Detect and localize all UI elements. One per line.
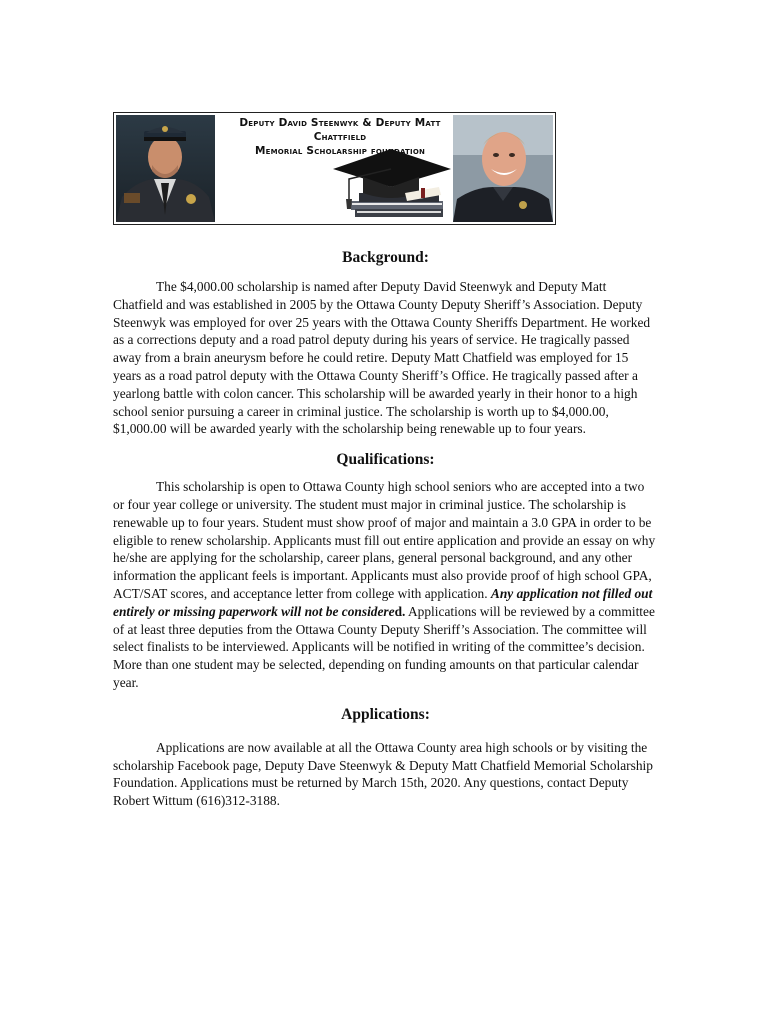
- qualifications-section: [113, 450, 658, 692]
- background-paragraph: The $4,000.00 scholarship is named after Deputy David Steenwyk and Deputy Matt Chatfield and was established in 2005 by the Ottawa County Deputy Sheriff’s Association. Deputy Steenwyk was employed for over 25 years with the Ottawa County Sheriffs Department. He worked as a corrections deputy and a road patrol deputy during his years of service. He tragically passed away from a brain aneurysm before he could retire. Deputy Matt Chatfield was employed for 15 years as a road patrol deputy with the Ottawa County Sheriff’s Office. He tragically passed after a yearlong battle with colon cancer. This scholarship will be awarded yearly in their honor to a high school senior pursuing a career in criminal justice. The scholarship is worth up to $4,000.00, $1,000.00 will be awarded yearly with the scholarship being renewable up to four years.: [113, 279, 651, 437]
- qualifications-paragraph: [113, 478, 658, 692]
- qualifications-emphasis-tail: d.: [394, 603, 406, 619]
- applications-paragraph: Applications are now available at all the Ottawa County area high schools or by visiting the scholarship Facebook page, Deputy Dave Steenwyk & Deputy Matt Chatfield Memorial Scholarship Foundation. Applications must be returned by March 15th, 2020. Any questions, contact Deputy Robert Wittum (616)312-3188.: [113, 739, 653, 809]
- qualifications-emphasis: Any application not filled out entirely or missing paperwork will not be considere: [113, 585, 653, 619]
- deputy-steenwyk-photo: [116, 115, 215, 222]
- graduation-cap-icon: [329, 143, 459, 225]
- scholarship-document: [113, 248, 658, 810]
- banner-title-line2: Memorial Scholarship foundation: [254, 145, 426, 157]
- qualifications-text-after: Applications will be reviewed by a committee of at least three deputies from the Ottawa County Deputy Sheriff’s Association. The committee will select finalists to be interviewed. Applicants will be notified in writing of the committee’s decision. More than one student may be selected, depending on funding amounts on that particular calendar year.: [113, 603, 655, 690]
- deputy-chatfield-photo: [453, 115, 553, 222]
- background-section: [113, 248, 658, 438]
- applications-section: [113, 705, 658, 810]
- memorial-banner: [113, 112, 556, 225]
- banner-title-line1: Deputy David Steenwyk & Deputy Matt Chattfield: [239, 117, 441, 143]
- qualifications-heading: Qualifications:: [336, 451, 435, 469]
- background-heading: Background:: [342, 249, 429, 266]
- applications-heading: Applications:: [341, 705, 430, 723]
- qualifications-text-before: This scholarship is open to Ottawa County high school seniors who are accepted into a two or four year college or university. The student must major in criminal justice. The scholarship is renewable up to four years. Student must show proof of major and maintain a 3.0 GPA in order to be eligible to renew scholarship. Applicants must fill out entire application and provide an essay on why he/she are applying for the scholarship, career plans, general personal background, and any other information the applicant feels is important. Applicants must also provide proof of high school GPA, ACT/SAT scores, and acceptance letter from college with application.: [113, 479, 656, 601]
